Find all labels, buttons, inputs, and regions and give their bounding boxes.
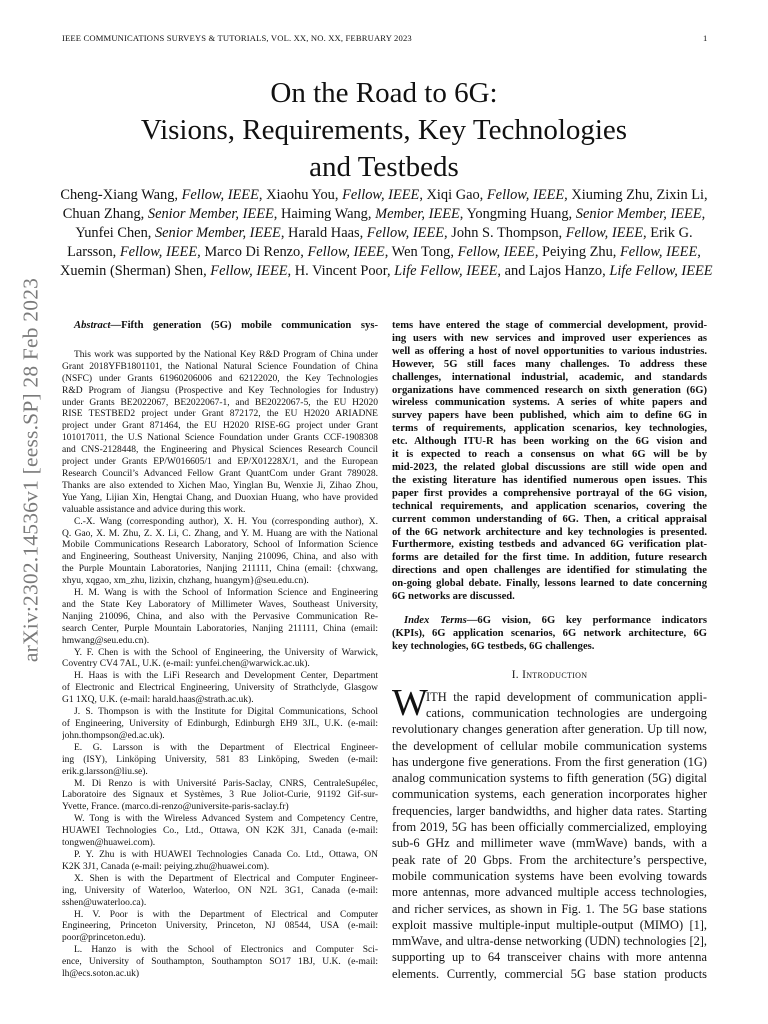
footnote-line: C.-X. Wang (corresponding author), X. H. You (corresponding author), X. [74,516,378,527]
intro-line: more antennas, more advanced multiple access technologies, [392,885,707,900]
footnote-line: project under Grant 871464, the EU H2020 RISE-6G project under Grant [62,421,378,432]
author-affiliation-grade: Fellow, IEEE [181,187,259,203]
abstract-line: ing users with new services and improved user experiences as [392,332,707,344]
author-line [60,224,708,243]
footnote-line: Thanks are also extended to Xichen Mao, Yinglan Bu, Wenxie Ji, Zihao Zhou, [62,480,378,491]
footnote-line: ing, University of Waterloo, Waterloo, ON N2L 3G1, Canada (e-mail: [62,885,378,896]
author-names: , Harald Haas, [280,225,367,241]
abstract-line: of the 6G network architecture and key technologies is presented. [392,526,707,538]
author-affiliation-grade: Life Fellow, IEEE [609,263,713,279]
author-list [60,186,713,281]
footnote-line: Research Council’s Advanced Fellow Grant QuantCom under Grant 789028. [62,468,378,479]
footnote-line: This work was supported by the National Key R&D Program of China under [74,349,378,360]
footnote-line: sshen@uwaterloo.ca). [62,897,147,908]
footnote-line: the Purple Mountain Laboratories, Nanjing 211111, China (email: {chxwang, [62,564,378,575]
footnote-line: Nanjing 210096, China, and also with the Pervasive Communication Re- [62,611,378,622]
intro-line: from 2019, 5G has been officially commercialized, employing [392,820,707,835]
footnote-line: HUAWEI Technologies Co., Ltd., Ottawa, ON K2K 3J1, Canada (e-mail: [62,826,378,837]
footnote-line: erik.g.larsson@liu.se). [62,766,148,777]
author-line [60,186,708,205]
intro-line: ITH the rapid development of communication appli- [426,689,707,704]
footnote-line: lh@ecs.soton.ac.uk) [62,969,140,980]
index-terms-line: Index Terms—6G vision, 6G key performance indicators [404,614,707,626]
intro-line: communication systems, each generation incorporates higher [392,787,707,802]
footnote-line: R&D Program of Jiangsu (Prospective and Key Technologies for Industry) [62,385,378,396]
footnote-line: hmwang@seu.edu.cn). [62,635,150,646]
abstract-line: etc. Although ITU-R has been working on the 6G vision and [392,436,707,448]
intro-line: the development of cellular mobile communication systems [392,738,707,753]
title-line: Visions, Requirements, Key Technologies [140,114,628,146]
footnote-line: (NSFC) under Grants 61960206006 and 62122020, the Key Technologies [62,373,378,384]
section-number: I. [511,668,519,681]
intro-line: supporting up to 64 transceiver chains with more antenna [392,950,707,965]
section-title: Introduction [522,668,588,681]
abstract-line: paper first provides a comprehensive portrayal of the 6G vision, [392,487,707,499]
abstract-line: organizations have commenced research on sixth generation (6G) [392,384,707,396]
intro-line: mobile communication systems have been evolving towards [392,868,707,883]
abstract-line: it is expected to reach a consensus on what 6G will be by [392,449,707,461]
author-names: , [697,244,701,260]
footnote-line: tongwen@huawei.com). [62,838,156,849]
footnote-line: search Center, Purple Mountain Laboratories, Nanjing 211111, China (email: [62,623,378,634]
index-terms-line: (KPIs), 6G application scenarios, 6G network architecture, 6G [392,627,707,639]
author-names: , John S. Thompson, [444,225,566,241]
footnote-line: and the State Key Laboratory of Millimeter Waves, Southeast University, [62,599,378,610]
author-names: , H. Vincent Poor, [287,263,395,279]
footnote-line: project under Grants EP/W016605/1 and EP/X01228X/1, and the European [62,457,378,468]
author-names: Cheng-Xiang Wang, [60,187,182,203]
footnote-line: X. Shen is with the Department of Electrical and Computer Engineer- [74,873,378,884]
footnote-line: Grant 2018YFB1801101, the National Natural Science Foundation of China [62,361,378,372]
abstract-line: terms of requirements, application scenarios, key technologies, [392,423,707,435]
author-affiliation-grade: Senior Member, IEEE [147,206,274,222]
footnote-line: Coventry CV4 7AL, U.K. (e-mail: yunfei.chen@warwick.ac.uk). [62,659,310,670]
drop-cap: W [392,681,428,724]
footnote-line: H. V. Poor is with the Department of Electrical and Computer [74,909,378,920]
footnote-line: RISE TESTBED2 project under Grant 872172, the EU H2020 ARIADNE [62,409,378,420]
author-names: , Xiqi Gao, [419,187,487,203]
footnote-line: ing (ISY), Linköping University, 581 83 Linköping, Sweden (e-mail: [62,754,378,765]
intro-line: mmWave, and ultra-dense networking (UDN) technologies [2], [392,934,707,949]
abstract-line: Furthermore, existing testbeds and advanced 6G verification plat- [392,539,707,551]
author-names: , Xiaohu You, [258,187,343,203]
title-line: On the Road to 6G: [270,77,498,109]
abstract-line: technical requirements, and application scenarios, covering the [392,500,707,512]
author-affiliation-grade: Fellow, IEEE [119,244,198,260]
footnote-line: G1 1XQ, U.K. (e-mail: harald.haas@strath.ac.uk). [62,695,254,706]
abstract-line: the existing literature has identified numerous open issues. This [392,474,707,486]
abstract-opening [62,320,378,333]
author-affiliation-grade: Fellow, IEEE [620,244,698,260]
author-affiliation-grade: Fellow, IEEE [457,244,535,260]
right-column [392,320,707,982]
abstract-line: on-going global debate. Finally, lessons learned to date concerning [392,578,707,590]
footnote-line: Laboratoire des Signaux et Systèmes, 3 Rue Joliot-Curie, 91192 Gif-sur- [62,790,378,801]
footnote-line: 101017011, the U.S National Science Foundation under Grants CCF-1908308 [62,433,378,444]
intro-line: revolutionary changes generation after generation. Up till now, [392,722,707,737]
author-names: , Marco Di Renzo, [197,244,308,260]
footnote-line: K2K 3J1, Canada (e-mail: peiying.zhu@huawei.com). [62,861,270,872]
footnote-line: H. M. Wang is with the School of Information Science and Engineering [74,588,378,599]
footnote-line: W. Tong is with the Wireless Advanced System and Competency Centre, [74,814,378,825]
author-affiliation-grade: Senior Member, IEEE [154,225,281,241]
author-line [60,262,713,281]
author-affiliation-grade: Member, IEEE [375,206,460,222]
author-affiliation-grade: Fellow, IEEE [486,187,565,203]
footnote-line: J. S. Thompson is with the Institute for Digital Communications, School [74,707,378,718]
abstract-line: 6G networks are discussed. [392,591,515,603]
footnote-line: Engineering, Princeton University, Princeton, NJ 08544, USA (e-mail: [62,921,378,932]
author-affiliation-grade: Life Fellow, IEEE [394,263,498,279]
footnote-line: xhyu, xqgao, xm_zhu, lizixin, chzhang, huangym}@seu.edu.cn). [62,576,309,587]
footnote-line: Y. F. Chen is with the School of Engineering, the University of Warwick, [74,647,378,658]
author-names: , Yongming Huang, [459,206,576,222]
introduction-text [392,681,707,982]
footnote-line: under Grants BE2022067, BE2022067-1, and BE2022067-5, the EU H2020 [62,397,378,408]
page-number: 1 [703,33,708,43]
author-affiliation-grade: Fellow, IEEE [342,187,420,203]
abstract-line: mid-2023, the related global discussions are still wide open and [392,461,707,473]
author-names: , Erik G. [643,225,693,241]
index-terms [392,615,707,654]
author-names: Larsson, [67,244,120,260]
title-line: and Testbeds [309,151,459,183]
abstract-line: directions and open challenges are identified for stimulating the [392,565,707,577]
abstract-line: However, 5G still faces many challenges. To address these [392,358,707,370]
left-column [62,320,378,981]
author-affiliation-grade: Fellow, IEEE [210,263,288,279]
footnote-line: M. Di Renzo is with Université Paris-Saclay, CNRS, CentraleSupélec, [74,778,378,789]
intro-line: frequencies, larger bandwidths, and higher data rates. Starting [392,803,707,818]
intro-line: sub-6 GHz and millimeter wave (mmWave) bands, with a [392,836,707,851]
intro-line: has undergone five generations. From the first generation (1G) [392,754,707,769]
footnote-line: Mobile Communications Research Laboratory, School of Information Science [62,540,378,551]
index-terms-label: Index Terms [404,614,467,626]
author-line [60,243,708,262]
footnote-line: and CNS-2128448, the Engineering and Physical Sciences Research Council [62,445,378,456]
running-header: IEEE COMMUNICATIONS SURVEYS & TUTORIALS, VOL. XX, NO. XX, FEBRUARY 2023 [62,33,412,43]
footnote-line: and Engineering, Southeast University, Nanjing 210096, China, and also with [62,552,378,563]
intro-line: elements. Currently, commercial 5G base station products [392,966,707,981]
author-names: Yunfei Chen, [75,225,155,241]
section-heading [392,668,707,683]
footnote-line: E. G. Larsson is with the Department of Electrical Engineer- [74,742,378,753]
footnote-line: P. Y. Zhu is with HUAWEI Technologies Canada Co. Ltd., Ottawa, ON [74,849,378,860]
footnote-line: L. Hanzo is with the School of Electronics and Computer Sci- [74,945,378,956]
footnote-line: of Engineering, University of Edinburgh, Edinburgh EH9 3JL, U.K. (e-mail: [62,719,378,729]
author-affiliation-grade: Fellow, IEEE [307,244,385,260]
abstract-line: survey papers have been published, which aim to define 6G in [392,410,707,422]
footnote-line: Q. Gao, X. M. Zhu, Z. X. Li, C. Zhang, and Y. M. Huang are with the National [62,528,378,539]
author-names: , and Lajos Hanzo, [497,263,610,279]
intro-line: cations, communication technologies are undergoing [426,705,707,720]
abstract-line: wireless communication systems. A series of white papers and [392,397,707,409]
footnote-line: H. Haas is with the LiFi Research and Development Center, Department [74,671,378,682]
author-line [60,205,708,224]
abstract-line: forms are detailed for the first time. In addition, future research [392,552,707,564]
author-names: , Wen Tong, [384,244,458,260]
author-names: , [701,206,706,222]
abstract-line: challenges, international industrial, academic, and standards [392,371,707,383]
abstract-line: well as offering a host of novel opportunities to various industries. [392,345,707,357]
paper-title [60,75,708,186]
author-names: , Haiming Wang, [273,206,376,222]
footnote-line: valuable assistance and advice during this work. [62,504,246,515]
abstract-line: current common understanding of 6G. Then, a critical appraisal [392,513,707,525]
author-affiliation-grade: Senior Member, IEEE [575,206,702,222]
intro-line: analog communication systems to fifth generation (5G) digital [392,771,707,786]
abstract-line: tems have entered the stage of commercial development, provid- [392,320,707,331]
footnote-line: of Electronic and Electrical Engineering, University of Strathclyde, Glasgow [62,683,378,694]
abstract-opening-text: —Fifth generation (5G) mobile communication sys- [110,320,378,331]
footnote-line: john.thompson@ed.ac.uk). [62,730,165,741]
footnote-line: poor@princeton.edu). [62,933,146,944]
author-affiliation-grade: Fellow, IEEE [565,225,643,241]
author-names: Xuemin (Sherman) Shen, [60,263,211,279]
author-names: , Xiuming Zhu, Zixin Li, [564,187,708,203]
footnote-line: ence, University of Southampton, Southampton SO17 1BJ, U.K. (e-mail: [62,957,378,968]
intro-line: peak rate of 20 Gbps. From the architecture’s perspective, [392,852,707,867]
intro-line: and richer services, as shown in Fig. 1. The 5G base stations [392,901,707,916]
footnote-line: Yvette, France. (marco.di-renzo@universite-paris-saclay.fr) [62,802,289,813]
abstract-body [392,320,707,604]
author-affiliation-grade: Fellow, IEEE [366,225,445,241]
author-names: , Peiying Zhu, [534,244,620,260]
index-terms-line: key technologies, 6G testbeds, 6G challenges. [392,640,595,652]
intro-line: exploit massive multiple-input multiple-output (MIMO) [1], [392,917,707,932]
abstract-label: Abstract [74,320,111,331]
author-footnotes [62,350,378,981]
footnote-line: Yue Yang, Lijian Xin, Hengtai Chang, and Duoxian Huang, who have provided [62,492,378,503]
arxiv-stamp [20,278,42,662]
author-names: Chuan Zhang, [62,206,148,222]
arxiv-stamp-text: arXiv:2302.14536v1 [eess.SP] 28 Feb 2023 [18,277,43,663]
